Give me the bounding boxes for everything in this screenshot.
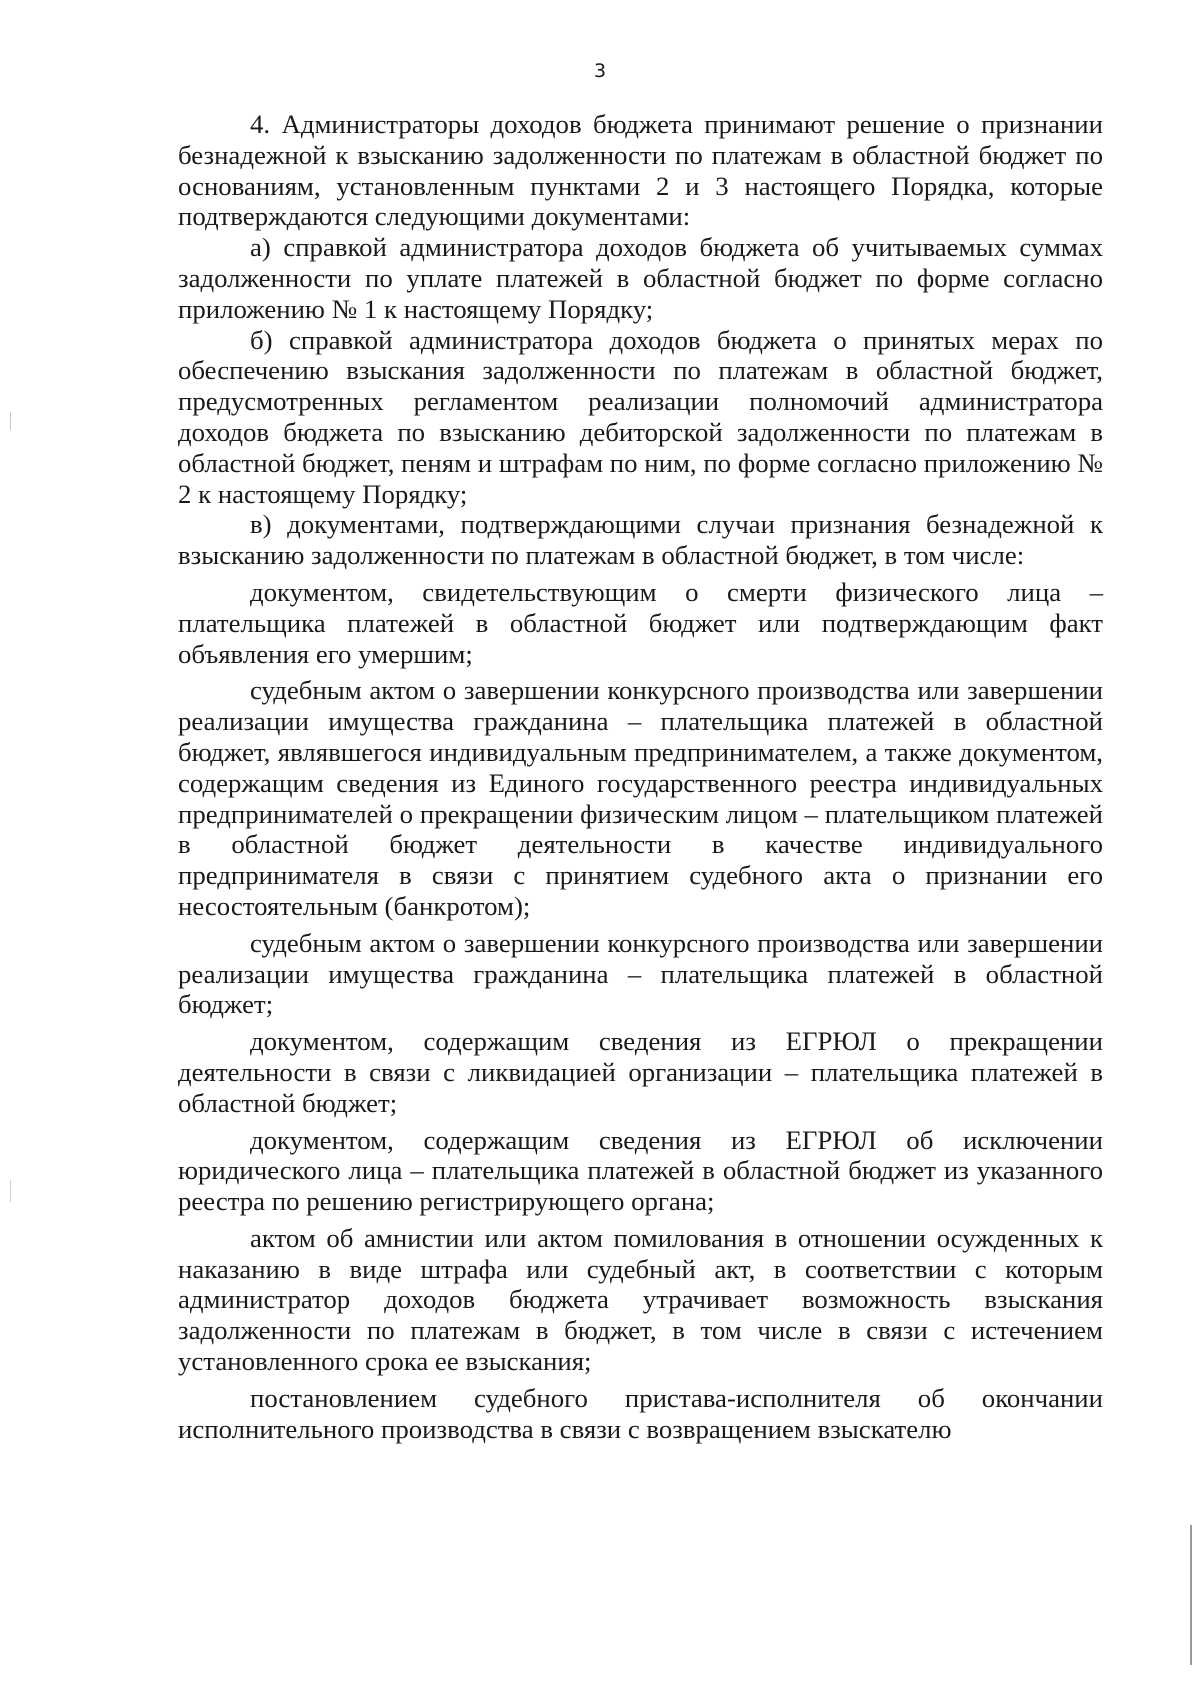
paragraph-death-document: документом, свидетельствующим о смерти физического лица – плательщика платежей в областной бюджет или подтверждающим факт объявления его умершим;	[178, 576, 1103, 669]
paragraph-bankruptcy-entrepreneur: судебным актом о завершении конкурсного производства или завершении реализации имущества гражданина – плательщика платежей в областной бюджет, являвшегося индивидуальным предпринимателем, а также документом, содержащим сведения из Единого государственного реестра индивидуальных предпринимателей о прекращении физическим лицом – плательщиком платежей в областной бюджет деятельности в качестве индивидуального предпринимателя в связи с принятием судебного акта о признании его несостоятельным (банкротом);	[178, 675, 1103, 921]
paragraph-bailiff-resolution: постановлением судебного пристава-исполнителя об окончании исполнительного производства в связи с возвращением взыскателю	[178, 1382, 1103, 1444]
paragraph-liquidation: документом, содержащим сведения из ЕГРЮЛ о прекращении деятельности в связи с ликвидацией организации – плательщика платежей в областной бюджет;	[178, 1026, 1103, 1118]
paragraph-subitem-v: в) документами, подтверждающими случаи признания безнадежной к взысканию задолженности по платежам в областной бюджет, в том числе:	[178, 509, 1103, 571]
document-body	[178, 109, 1103, 1444]
paragraph-bankruptcy-citizen: судебным актом о завершении конкурсного производства или завершении реализации имущества гражданина – плательщика платежей в областной бюджет;	[178, 927, 1103, 1020]
scan-edge-mark	[1190, 1525, 1192, 1665]
paragraph-item-4: 4. Администраторы доходов бюджета принимают решение о признании безнадежной к взысканию задолженности по платежам в областной бюджет по основаниям, установленным пунктами 2 и 3 настоящего Порядка, которые подтверждаются следующими документами:	[178, 109, 1103, 232]
page-number: 3	[593, 60, 607, 82]
scan-artifact-mark	[10, 1180, 11, 1202]
paragraph-subitem-a: а) справкой администратора доходов бюджета об учитываемых суммах задолженности по уплате платежей в областной бюджет по форме согласно приложению № 1 к настоящему Порядку;	[178, 232, 1103, 324]
paragraph-amnesty: актом об амнистии или актом помилования в отношении осужденных к наказанию в виде штрафа или судебный акт, в соответствии с которым администратор доходов бюджета утрачивает возможность взыскания задолженности по платежам в бюджет, в том числе в связи с истечением установленного срока ее взыскания;	[178, 1222, 1103, 1377]
scan-artifact-mark	[10, 412, 11, 430]
paragraph-exclusion: документом, содержащим сведения из ЕГРЮЛ об исключении юридического лица – плательщика платежей в областной бюджет из указанного реестра по решению регистрирующего органа;	[178, 1124, 1103, 1217]
paragraph-subitem-b: б) справкой администратора доходов бюджета о принятых мерах по обеспечению взыскания задолженности по платежам в областной бюджет, предусмотренных регламентом реализации полномочий администратора доходов бюджета по взысканию дебиторской задолженности по платежам в областной бюджет, пеням и штрафам по ним, по форме согласно приложению № 2 к настоящему Порядку;	[178, 324, 1103, 509]
